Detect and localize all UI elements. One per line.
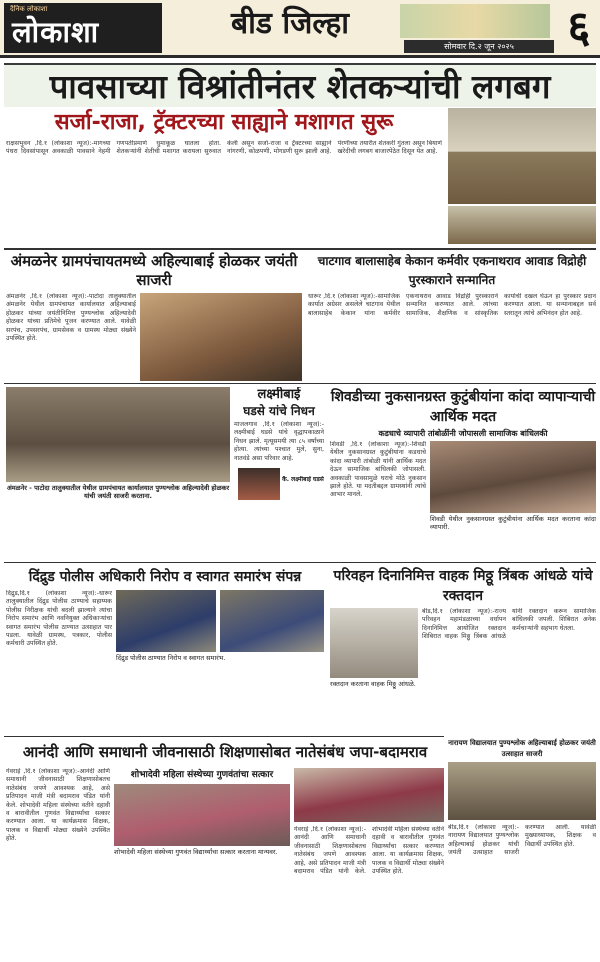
education-subheadline: शोभादेवी महिला संस्थेच्या गुणवंतांचा सत्कार	[130, 770, 274, 780]
amalner-headline: अंमळनेर ग्रामपंचायतमध्ये अहिल्याबाई होळकर जयंती साजरी	[10, 252, 298, 289]
lead-photo-tractor	[448, 206, 596, 244]
divider	[4, 383, 596, 384]
shivdi-subheadline: कडधाचे व्यापारी तांबोळींनी जोपासली सामाजिक बांधिलकी	[378, 429, 548, 438]
section-title: बीड जिल्हा	[230, 6, 350, 41]
didrud-body: दिंद्रुड,दि.१ (लोकाशा न्यूज):-धारूर तालुक्यातील दिंद्रुड पोलीस ठाण्याचे सहाय्यक पोलीस निरीक्षक यांची बदली झाल्याने त्यांचा निरोप समारंभ आणि नवनियुक्त अधिकाऱ्यांचा स्वागत समारंभ पोलीस ठाण्यात उत्साहात पार पडला. यावेळी ग्रामस्थ, पत्रकार, पोलीस कर्मचारी उपस्थित होते.	[6, 590, 112, 648]
divider	[4, 736, 444, 737]
page-number: ६	[567, 2, 591, 53]
didrud-photo-2	[220, 590, 324, 652]
chatgaon-body: धारूर ,दि.१ (लोकाशा न्यूज):-सामाजिक कार्यात अग्रेसर असलेले चाटगाव येथील बालासाहेब केकान यांना कर्मवीर एकनाथराव आवाड विद्रोही पुरस्काराने सन्मानित करण्यात आले. त्यांच्या सामाजिक, शैक्षणिक व सांस्कृतिक कार्याची दखल घेऊन हा पुरस्कार प्रदान करण्यात आला. या सन्मानाबद्दल सर्व स्तरातून त्यांचे अभिनंदन होत आहे.	[308, 293, 596, 317]
education-body: गेवराई ,दि.१ (लोकाशा न्यूज):-आनंदी आणि समाधानी जीवनासाठी शिक्षणासोबतच नातेसंबंध जपणे आवश्यक आहे, असे प्रतिपादन माजी मंत्री बदामराव पंडित यांनी केले. शोभादेवी महिला संस्थेच्या वतीने दहावी व बारावीतील गुणवंत विद्यार्थ्यांचा सत्कार करण्यात आला. या कार्यक्रमास शिक्षक, पालक व विद्यार्थी मोठ्या संख्येने उपस्थित होते.	[6, 768, 110, 843]
narayan-photo	[448, 762, 596, 820]
amalner-group-photo	[6, 387, 230, 482]
didrud-photo-1	[116, 590, 216, 652]
education-body-continued: गेवराई ,दि.१ (लोकाशा न्यूज):-आनंदी आणि समाधानी जीवनासाठी शिक्षणासोबतच नातेसंबंध जपणे आवश्यक आहे, असे प्रतिपादन माजी मंत्री बदामराव पंडित यांनी केले. शोभादेवी महिला संस्थेच्या वतीने दहावी व बारावीतील गुणवंत विद्यार्थ्यांचा सत्कार करण्यात आला. या कार्यक्रमास शिक्षक, पालक व विद्यार्थी मोठ्या संख्येने उपस्थित होते.	[294, 826, 444, 876]
transport-caption: रक्तदान करताना वाहक मिठ्ठू आंधळे.	[330, 680, 416, 688]
narayan-headline: नारायण विद्यालयात पुण्यश्लोक अहिल्याबाई होळकर जयंती उत्साहात साजरी	[448, 739, 596, 758]
masthead-logo	[4, 3, 162, 53]
chatgaon-headline: चाटगाव बालासाहेब केकान कर्मवीर एकनाथराव आवाड विद्रोही पुरस्काराने सन्मानित	[317, 254, 587, 287]
shivdi-photo	[430, 441, 596, 513]
education-caption: शोभादेवी महिला संस्थेच्या गुणवंत विद्यार्थ्यांचा सत्कार करताना मान्यवर.	[114, 848, 278, 856]
shivdi-body: शिवडी ,दि.१ (लोकाशा न्यूज):-शिवडी येथील नुकसानग्रस्त कुटुंबीयांना कडधाचे कांदा व्यापारी तांबोळी यांनी आर्थिक मदत देऊन सामाजिक बांधिलकी जोपासली. अवकाळी पावसामुळे घराचे मोठे नुकसान झाले होते. या मदतीबद्दल ग्रामस्थांनी त्यांचे आभार मानले.	[330, 441, 426, 499]
education-headline: आनंदी आणि समाधानी जीवनासाठी शिक्षणासोबत नातेसंबंध जपा-बदामराव	[22, 743, 428, 761]
divider	[4, 562, 596, 563]
obituary-caption: कै. लक्ष्मीबाई घडसे	[282, 476, 324, 483]
shivdi-caption: शिवडी येथील नुकसानग्रस्त कुटुंबीयांना आर्थिक मदत करताना कांदा व्यापारी.	[430, 515, 596, 531]
lead-headline: पावसाच्या विश्रांतीनंतर शेतकऱ्यांची लगबग	[4, 63, 596, 107]
divider	[4, 248, 596, 250]
obituary-body: माजलगाव ,दि.१ (लोकाशा न्यूज):-लक्ष्मीबाई घडसे यांचे वृद्धापकाळाने निधन झाले. मृत्यूसमयी त्या ८५ वर्षांच्या होत्या. त्यांच्या पश्चात मुले, सुना, नातवंडे असा परिवार आहे.	[234, 421, 324, 462]
amalner-body: अंमळनेर ,दि.१ (लोकाशा न्यूज):-पाटोदा तालुक्यातील अंमळनेर येथील ग्रामपंचायत कार्यालयात अहिल्याबाई होळकर यांच्या जयंतीनिमित्त पुण्यश्लोक अहिल्यादेवी होळकर यांच्या प्रतिमेचे पूजन करण्यात आले. यावेळी सरपंच, उपसरपंच, ग्रामसेवक व ग्रामस्थ मोठ्या संख्येने उपस्थित होते.	[6, 293, 136, 343]
amalner-photo	[140, 293, 302, 381]
education-photo	[114, 784, 290, 846]
transport-body: बीड,दि.१ (लोकाशा न्यूज):-राज्य परिवहन महामंडळाच्या वर्धापन दिनानिमित्त आयोजित रक्तदान शिबिरात वाहक मिठ्ठू त्रिंबक आंधळे यांनी रक्तदान करून सामाजिक बांधिलकी जपली. शिबिरात अनेक कर्मचाऱ्यांनी सहभाग घेतला.	[422, 608, 596, 641]
shivdi-headline: शिवडीच्या नुकसानग्रस्त कुटुंबीयांना कांदा व्यापाऱ्याची आर्थिक मदत	[330, 389, 596, 425]
didrud-headline: दिंद्रुड पोलीस अधिकारी निरोप व स्वागत समारंभ संपन्न	[28, 569, 302, 585]
date-line: सोमवार दि.२ जून २०२५	[404, 40, 554, 53]
narayan-body: बीड,दि.१ (लोकाशा न्यूज):-नारायण विद्यालयात पुण्यश्लोक अहिल्याबाई होळकर यांची जयंती उत्साहात साजरी करण्यात आली. यावेळी मुख्याध्यापक, शिक्षक व विद्यार्थी उपस्थित होते.	[448, 824, 596, 857]
education-photo-2	[294, 768, 444, 822]
didrud-caption: दिंद्रुड पोलीस ठाण्यात निरोप व स्वागत समारंभ.	[116, 654, 226, 662]
header-decoration	[400, 4, 550, 38]
lead-photo-bullocks	[448, 108, 596, 204]
obituary-headline-2: घडसे यांचे निधन	[243, 404, 315, 418]
obituary-headline-1: लक्ष्मीबाई	[257, 387, 301, 402]
lead-body: राक्षसभुवन ,दि.१ (लोकाशा न्यूज):-मागच्या पंधरा दिवसांपासून अवकाळी पावसाने नेहमी गणपतीप्रमाणे धुमाकूळ घातला होता. शेतकऱ्यांनी शेतीची मशागत करायला सुरुवात केली असून सर्जा-राजा व ट्रॅक्टरच्या साह्याने नांगरणी, कोळपणी, मोगडणी सुरू झाली आहे. पेरणीच्या तयारीत शेतकरी गुंतला असून बियाणे खरेदीची लगबग बाजारपेठेत दिसून येत आहे.	[6, 140, 442, 156]
obituary-photo	[238, 468, 280, 500]
transport-headline: परिवहन दिनानिमित्त वाहक मिठ्ठू त्रिंबक आंधळे यांचे रक्तदान	[333, 568, 593, 604]
amalner-caption: अंमळनेर - पाटोदा तालुक्यातील येथील ग्रामपंचायत कार्यालयात पुण्यश्लोक अहिल्यादेवी होळकर यांची जयंती साजरी करताना.	[6, 484, 230, 500]
lead-subheadline: सर्जा-राजा, ट्रॅक्टरच्या साह्याने मशागत सुरू	[54, 110, 394, 135]
transport-photo	[330, 608, 418, 678]
masthead-name: लोकाशा	[12, 15, 100, 49]
masthead-tagline: दैनिक लोकाशा	[10, 5, 48, 13]
